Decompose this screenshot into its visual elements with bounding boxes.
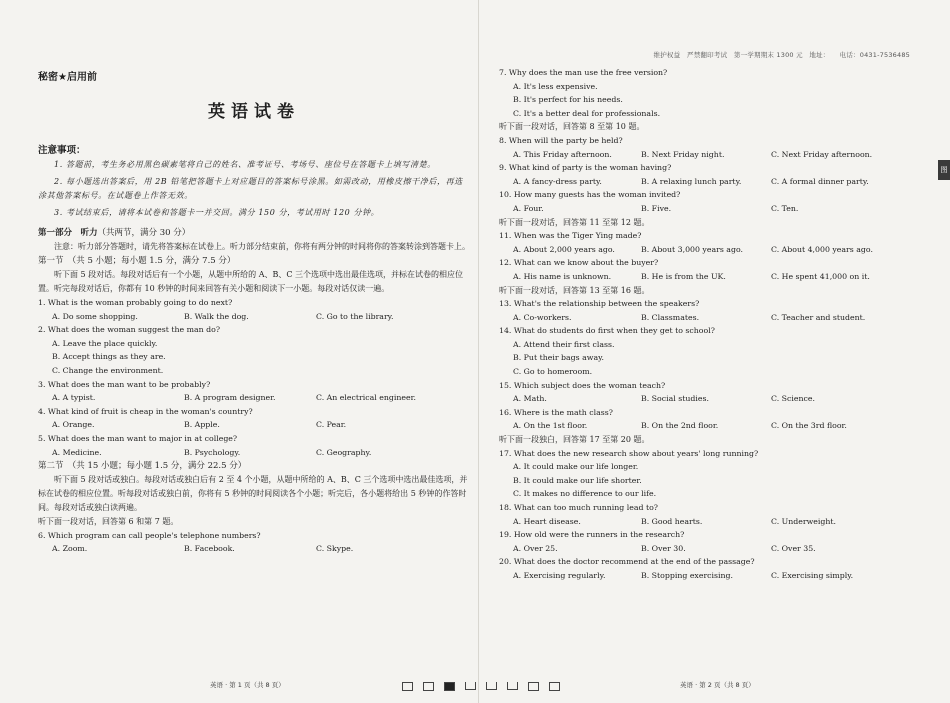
option-c[interactable]: C. Next Friday afternoon. (771, 149, 873, 159)
option-b[interactable]: B. Five. (641, 203, 672, 213)
question-17: 17. What does the new research show about years' long running? (499, 448, 759, 458)
notice-block (38, 142, 470, 220)
option-c[interactable]: C. Ten. (771, 203, 799, 213)
option-c[interactable]: C. He spent 41,000 on it. (771, 271, 870, 281)
option-b[interactable]: B. Over 30. (641, 543, 686, 553)
question-14: 14. What do students do first when they get to school? (499, 326, 715, 336)
options-18 (499, 515, 910, 529)
question-7: 7. Why does the man use the free version? (499, 68, 668, 77)
option-c[interactable]: C. Over 35. (771, 543, 816, 553)
option-c[interactable]: C. A formal dinner party. (771, 176, 869, 186)
options-8 (499, 148, 910, 162)
option-a[interactable]: A. Zoom. (52, 544, 88, 554)
question-9: 9. What kind of party is the woman having? (499, 163, 672, 173)
option-b[interactable]: B. He is from the UK. (641, 271, 726, 281)
question-1: 1. What is the woman probably going to do next? (38, 298, 233, 307)
page-marks (402, 682, 560, 691)
option-a[interactable]: A. Orange. (52, 420, 95, 430)
option-b[interactable]: B. Social studies. (641, 394, 709, 404)
mark-box (528, 682, 539, 691)
secret-label: 秘密★启用前 (38, 72, 97, 83)
question-16: 16. Where is the math class? (499, 407, 613, 417)
option-b[interactable]: B. Psychology. (184, 447, 241, 457)
option-a[interactable]: A. His name is unknown. (513, 271, 612, 281)
option-a[interactable]: A. Over 25. (513, 543, 558, 553)
question-12: 12. What can we know about the buyer? (499, 258, 659, 268)
right-page (478, 0, 950, 703)
options-15 (499, 392, 910, 406)
option-c[interactable]: C. Pear. (316, 420, 347, 430)
options-4 (38, 418, 470, 432)
mark-bracket (507, 682, 518, 690)
option-c[interactable]: C. About 4,000 years ago. (771, 244, 873, 254)
instruction: 听下面一段对话，回答第 13 至第 16 题。 (499, 285, 650, 295)
option-a[interactable]: A. Exercising regularly. (513, 570, 606, 580)
option-b[interactable]: B. A program designer. (184, 393, 276, 403)
option-c[interactable]: C. Go to the library. (316, 311, 394, 321)
section1-heading: 第一节 （共 5 小题；每小题 1.5 分，满分 7.5 分） (38, 256, 236, 266)
mark-box (402, 682, 413, 691)
option-b[interactable]: B. Apple. (184, 420, 220, 430)
notice-title: 注意事项： (38, 145, 86, 156)
options-1 (38, 310, 470, 324)
page-title: 英语试卷 (208, 102, 300, 122)
mark-box-filled (444, 682, 455, 691)
edge-tab: 图 (938, 160, 950, 180)
option-b[interactable]: B. Put their bags away. (513, 353, 604, 363)
option-b[interactable]: B. On the 2nd floor. (641, 421, 719, 431)
option-a[interactable]: A. About 2,000 years ago. (513, 244, 615, 254)
options-6 (38, 542, 470, 556)
question-3: 3. What does the man want to be probably? (38, 379, 211, 389)
question-6: 6. Which program can call people's telephone numbers? (38, 530, 261, 540)
question-8: 8. When will the party be held? (499, 135, 623, 145)
options-9 (499, 175, 910, 189)
question-5: 5. What does the man want to major in at college? (38, 433, 238, 443)
options-12 (499, 270, 910, 284)
option-b[interactable]: B. It could make our life shorter. (513, 475, 642, 485)
option-c[interactable]: C. An electrical engineer. (316, 393, 416, 403)
option-c[interactable]: C. It makes no difference to our life. (513, 489, 657, 499)
option-b[interactable]: B. Classmates. (641, 312, 700, 322)
option-a[interactable]: A. A fancy-dress party. (513, 176, 602, 186)
option-b[interactable]: B. Accept things as they are. (52, 352, 166, 362)
instruction: 听下面一段对话，回答第 8 至第 10 题。 (499, 122, 645, 132)
option-a[interactable]: A. Do some shopping. (52, 311, 138, 321)
page-footer-left: 英语 · 第 1 页（共 8 页） (210, 681, 285, 689)
options-10 (499, 202, 910, 216)
option-a[interactable]: A. It's less expensive. (513, 81, 598, 91)
part1-label: 第一部分 听力 (38, 228, 98, 238)
question-10: 10. How many guests has the woman invited? (499, 190, 681, 200)
option-a[interactable]: A. Co-workers. (513, 312, 572, 322)
option-a[interactable]: A. Math. (513, 394, 547, 404)
mark-box (549, 682, 560, 691)
section1-para: 听下面 5 段对话。每段对话后有一个小题，从题中所给的 A、B、C 三个选项中选出最佳选项，并标在试卷的相应位置。听完每段对话后，你都有 10 秒钟的时间来回答有关小题和阅读下一小题。每段对话仅读一遍。 (38, 270, 464, 293)
option-b[interactable]: B. It's perfect for his needs. (513, 95, 623, 105)
option-c[interactable]: C. Geography. (316, 447, 372, 457)
option-c[interactable]: C. Science. (771, 394, 815, 404)
options-13 (499, 311, 910, 325)
mark-box (423, 682, 434, 691)
notice-item: 3. 考试结束后，请将本试卷和答题卡一并交回。满分 150 分，考试用时 120 分钟。 (54, 208, 380, 217)
question-11: 11. When was the Tiger Ying made? (499, 231, 642, 241)
section2-para: 听下面 5 段对话或独白。每段对话或独白后有 2 至 4 个小题，从题中所给的 A、B、C 三个选项中选出最佳选项，并标在试卷的相应位置。听每段对话或独白前，你将有 5 秒钟的时间阅读各个小题；听完后，各小题将给出 5 秒钟的作答时间。每段对话或独白读两遍。 (38, 475, 468, 513)
option-a[interactable]: A. Attend their first class. (513, 339, 615, 349)
option-b[interactable]: B. A relaxing lunch party. (641, 176, 742, 186)
mark-bracket (465, 682, 476, 690)
option-c[interactable]: C. Teacher and student. (771, 312, 866, 322)
option-a[interactable]: A. A typist. (52, 393, 96, 403)
option-b[interactable]: B. Facebook. (184, 544, 235, 554)
option-a[interactable]: A. On the 1st floor. (513, 421, 588, 431)
notice-item: 1. 答题前，考生务必用黑色碳素笔将自己的姓名、准考证号、考场号、座位号在答题卡上填写清楚。 (54, 160, 436, 169)
options-20 (499, 569, 910, 583)
question-13: 13. What's the relationship between the speakers? (499, 299, 700, 309)
instruction: 听下面一段对话，回答第 11 至第 12 题。 (499, 217, 650, 227)
question-4: 4. What kind of fruit is cheap in the woman's country? (38, 406, 253, 416)
question-19: 19. How old were the runners in the research? (499, 530, 685, 540)
options-19 (499, 542, 910, 556)
option-a[interactable]: A. Four. (513, 203, 544, 213)
notice-item: 2. 每小题选出答案后，用 2B 铅笔把答题卡上对应题目的答案标号涂黑。如需改动，用橡皮擦干净后，再选涂其他答案标号。在试题卷上作答无效。 (38, 177, 463, 200)
part1-para: 注意：听力部分答题时，请先将答案标在试卷上。听力部分结束前，你将有两分钟的时间将你的答案转涂到答题卡上。 (54, 242, 470, 251)
instruction: 听下面一段对话，回答第 6 和第 7 题。 (38, 517, 179, 527)
instruction: 听下面一段独白，回答第 17 至第 20 题。 (499, 435, 650, 445)
options-16 (499, 419, 910, 433)
option-c[interactable]: C. Exercising simply. (771, 570, 854, 580)
section2-heading: 第二节 （共 15 小题；每小题 1.5 分，满分 22.5 分） (38, 461, 247, 472)
option-b[interactable]: B. Walk the dog. (184, 311, 249, 321)
page-footer-right: 英语 · 第 2 页（共 8 页） (680, 681, 755, 689)
question-15: 15. Which subject does the woman teach? (499, 380, 666, 390)
options-5 (38, 446, 470, 460)
option-c[interactable]: C. Underweight. (771, 516, 836, 526)
option-b[interactable]: B. Next Friday night. (641, 149, 725, 159)
option-a[interactable]: A. Heart disease. (513, 516, 581, 526)
option-c[interactable]: C. It's a better deal for professionals. (513, 108, 661, 118)
part1-info: （共两节，满分 30 分） (97, 228, 191, 238)
option-c[interactable]: C. On the 3rd floor. (771, 421, 847, 431)
options-3 (38, 391, 470, 405)
option-a[interactable]: A. This Friday afternoon. (513, 149, 612, 159)
mark-bracket (486, 682, 497, 690)
part1-heading (38, 226, 470, 240)
question-18: 18. What can too much running lead to? (499, 503, 658, 512)
option-a[interactable]: A. It could make our life longer. (513, 462, 639, 472)
option-b[interactable]: B. About 3,000 years ago. (641, 244, 743, 254)
option-b[interactable]: B. Good hearts. (641, 516, 703, 526)
option-a[interactable]: A. Medicine. (52, 447, 102, 457)
header-strip: 维护权益 严禁翻印考试 第一学期期末 1300 元 地址： 电话：0431-7536485 (653, 51, 910, 59)
option-a[interactable]: A. Leave the place quickly. (52, 338, 158, 348)
option-c[interactable]: C. Skype. (316, 544, 354, 554)
question-2: 2. What does the woman suggest the man do? (38, 325, 221, 335)
option-b[interactable]: B. Stopping exercising. (641, 570, 734, 580)
option-c[interactable]: C. Go to homeroom. (513, 367, 593, 377)
option-c[interactable]: C. Change the environment. (52, 365, 164, 375)
question-20: 20. What does the doctor recommend at the end of the passage? (499, 557, 755, 567)
options-11 (499, 243, 910, 257)
